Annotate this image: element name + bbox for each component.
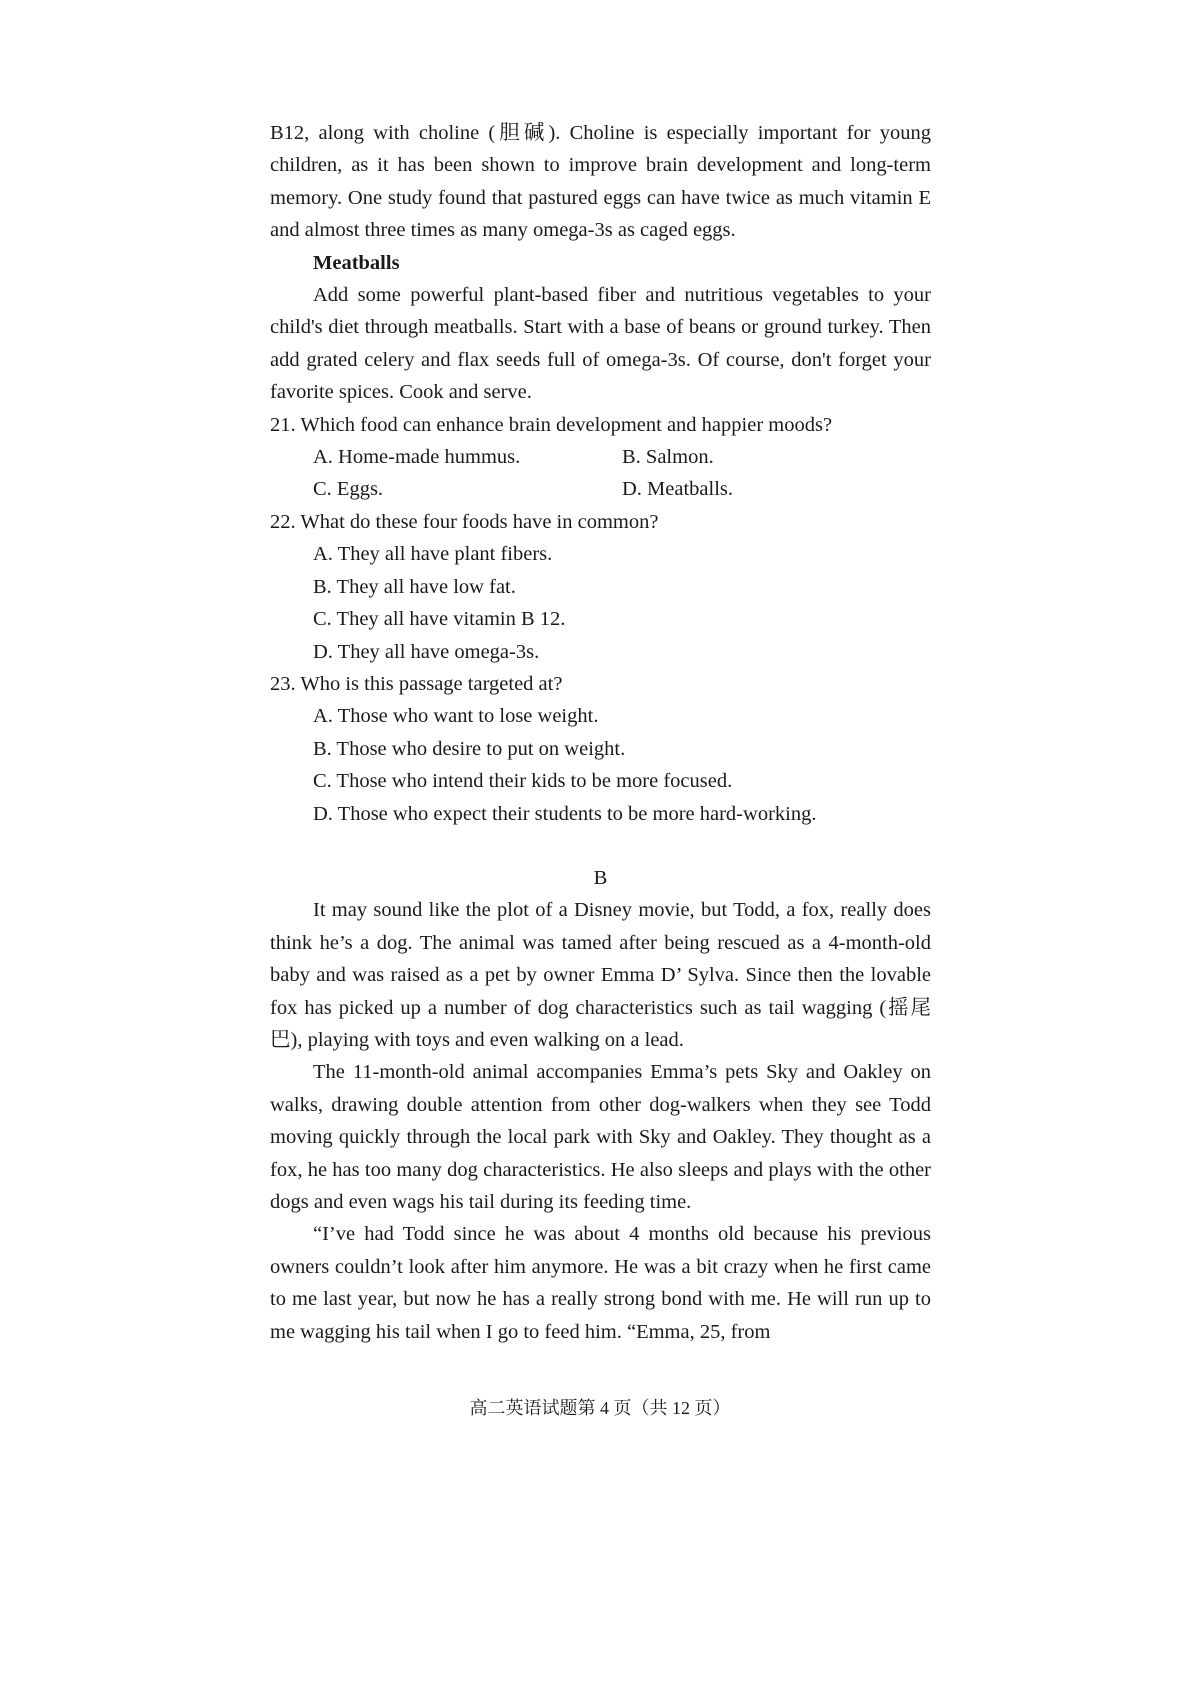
question-22-option-c: C. They all have vitamin B 12. <box>313 608 566 631</box>
question-22-option-b: B. They all have low fat. <box>313 575 516 598</box>
question-21-options-row-2 <box>270 473 931 505</box>
passage-b-paragraph-3: “I’ve had Todd since he was about 4 months old because his previous owners couldn’t look after him anymore. He was a bit crazy when he first came to me last year, but now he has a really strong bond with me. He will run up to me wagging his tail when I go to feed him. “Emma, 25, from <box>270 1223 931 1343</box>
question-22-option-d: D. They all have omega-3s. <box>313 640 540 663</box>
question-22-stem: 22. What do these four foods have in common? <box>270 510 659 533</box>
question-21-options-row-1 <box>270 441 931 473</box>
question-23-option-c: C. Those who intend their kids to be more focused. <box>313 770 733 793</box>
page-footer: 高二英语试题第 4 页（共 12 页） <box>469 1398 731 1418</box>
question-21-option-d: D. Meatballs. <box>622 478 734 501</box>
question-23-option-a: A. Those who want to lose weight. <box>313 705 599 728</box>
question-23-option-d: D. Those who expect their students to be more hard-working. <box>313 802 817 825</box>
meatballs-paragraph: Add some powerful plant-based fiber and nutritious vegetables to your child's diet through meatballs. Start with a base of beans or ground turkey. Then add grated celery and flax seeds full of omega-3s. Of course, don't forget your favorite spices. Cook and serve. <box>270 284 931 404</box>
question-21-option-b: B. Salmon. <box>622 446 714 469</box>
question-22-option-a: A. They all have plant fibers. <box>313 543 553 566</box>
question-23-option-b: B. Those who desire to put on weight. <box>313 737 626 760</box>
question-21-option-c: C. Eggs. <box>313 478 384 501</box>
question-21-option-a: A. Home-made hummus. <box>313 446 521 469</box>
passage-b-letter: B <box>593 866 608 889</box>
question-21-stem: 21. Which food can enhance brain development and happier moods? <box>270 413 833 436</box>
passage-b-paragraph-1: It may sound like the plot of a Disney movie, but Todd, a fox, really does think he’s a dog. The animal was tamed after being rescued as a 4-month-old baby and was raised as a pet by owner Emma D’ Sylva. Since then the lovable fox has picked up a number of dog characteristics such as tail wagging (摇尾巴), playing with toys and even walking on a lead. <box>270 899 931 1051</box>
exam-page-body <box>270 117 931 1348</box>
passage-b-paragraph-2: The 11-month-old animal accompanies Emma’s pets Sky and Oakley on walks, drawing double attention from other dog-walkers when they see Todd moving quickly through the local park with Sky and Oakley. They thought as a fox, he has too many dog characteristics. He also sleeps and plays with the other dogs and even wags his tail during its feeding time. <box>270 1061 931 1213</box>
question-23-stem: 23. Who is this passage targeted at? <box>270 672 563 695</box>
meatballs-heading: Meatballs <box>313 251 400 274</box>
passage-a-intro-paragraph: B12, along with choline (胆碱). Choline is especially important for young children, as it has been shown to improve brain development and long-term memory. One study found that pastured eggs can have twice as much vitamin E and almost three times as many omega-3s as caged eggs. <box>270 122 931 242</box>
